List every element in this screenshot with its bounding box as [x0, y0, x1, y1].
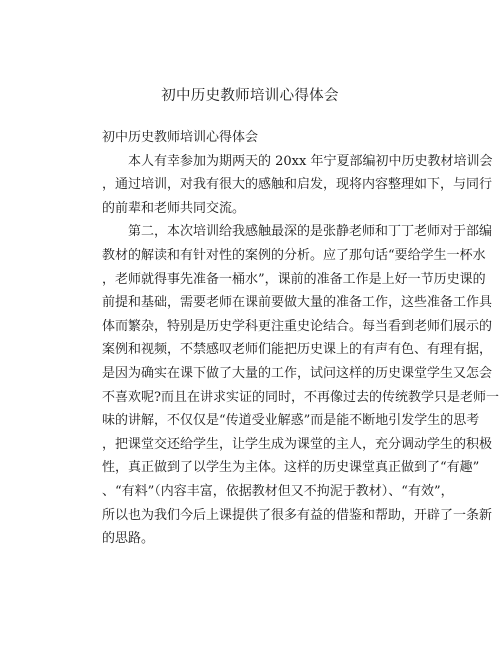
body-line: 本人有幸参加为期两天的 20xx 年宁夏部编初中历史教材培训会: [102, 153, 493, 169]
body-line: 的思路。: [102, 531, 155, 547]
body-line: 味的讲解，不仅仅是“传道受业解惑”而是能不断地引发学生的思考: [102, 413, 480, 429]
document-title: 初中历史教师培训心得体会: [161, 88, 339, 104]
body-line: 案例和视频，不禁感叹老师们能把历史课上的有声有色、有理有据，: [102, 342, 493, 358]
body-line: 性，真正做到了以学生为主体。这样的历史课堂真正做到了“有趣”: [102, 460, 480, 476]
body-line: 第二，本次培训给我感触最深的是张静老师和丁丁老师对于部编: [102, 224, 493, 240]
body-line: 、“有料”（内容丰富，依据教材但又不拘泥于教材）、“有效”，: [102, 483, 454, 499]
body-line: 所以也为我们今后上课提供了很多有益的借鉴和帮助，开辟了一条新: [102, 507, 493, 523]
body-line: ，把课堂交还给学生，让学生成为课堂的主人，充分调动学生的积极: [102, 436, 493, 452]
body-line: 的前辈和老师共同交流。: [102, 200, 246, 216]
body-line: 教材的解读和有针对性的案例的分析。应了那句话“要给学生一杯水: [102, 247, 486, 263]
body-line: ，老师就得事先准备一桶水”，课前的准备工作是上好一节历史课的: [102, 271, 486, 287]
body-line: 初中历史教师培训心得体会: [102, 130, 259, 145]
document-body: [102, 126, 499, 551]
body-line: 不喜欢呢?而且在讲求实证的同时，不再像过去的传统教学只是老师一: [102, 389, 499, 405]
body-line: ，通过培训，对我有很大的感触和启发，现将内容整理如下，与同行: [102, 177, 493, 193]
body-line: 前提和基础，需要老师在课前要做大量的准备工作，这些准备工作具: [102, 295, 493, 311]
body-line: 体而繁杂，特别是历史学科更注重史论结合。每当看到老师们展示的: [102, 318, 493, 334]
body-line: 是因为确实在课下做了大量的工作，试问这样的历史课堂学生又怎会: [102, 365, 493, 381]
